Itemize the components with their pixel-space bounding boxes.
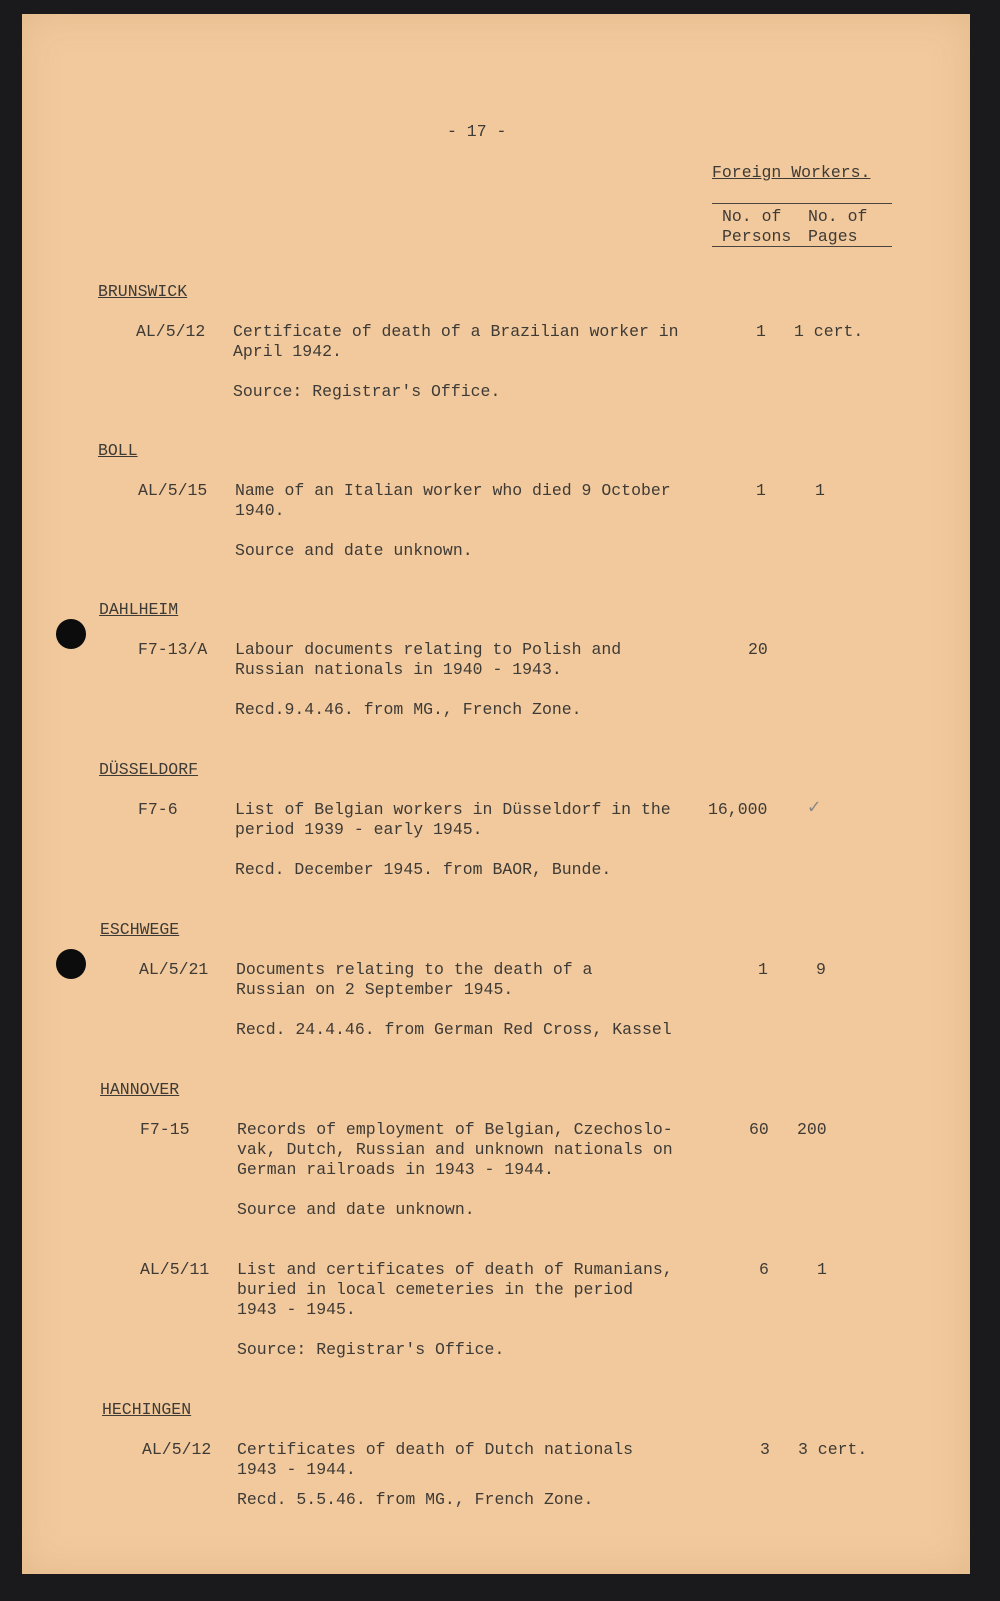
entry-pages: 3 cert. [798,1440,868,1459]
entry-description: Labour documents relating to Polish and [235,640,622,659]
entry-persons: 6 [759,1260,769,1279]
entry-description: Records of employment of Belgian, Czechoslo- [237,1120,673,1139]
header-rule [712,246,892,247]
entry-reference: F7-15 [140,1120,190,1139]
section-heading: BRUNSWICK [98,282,188,301]
entry-reference: F7-13/A [138,640,208,659]
entry-pages: 9 [816,960,826,979]
entry-description: Russian on 2 September 1945. [236,980,514,999]
entry-description: Certificate of death of a Brazilian worker in [233,322,679,341]
punch-hole [56,619,86,649]
entry-reference: AL/5/15 [138,481,208,500]
column-group-heading: Foreign Workers. [712,163,871,182]
entry-reference: F7-6 [138,800,178,819]
entry-persons: 60 [749,1120,769,1139]
entry-description: 1943 - 1945. [237,1300,356,1319]
section-heading: HANNOVER [100,1080,180,1099]
section-heading: DAHLHEIM [99,600,179,619]
entry-description: List of Belgian workers in Düsseldorf in the [235,800,671,819]
entry-pages: 1 cert. [794,322,864,341]
document-page [22,14,970,1574]
header-rule [712,203,892,204]
entry-pages: 1 [815,481,825,500]
section-heading: ESCHWEGE [100,920,180,939]
page-number: - 17 - [447,122,507,141]
entry-description: 1943 - 1944. [237,1460,356,1479]
entry-source: Recd. 5.5.46. from MG., French Zone. [237,1490,594,1509]
entry-source: Source: Registrar's Office. [233,382,501,401]
entry-description: Russian nationals in 1940 - 1943. [235,660,562,679]
entry-reference: AL/5/11 [140,1260,210,1279]
entry-description: German railroads in 1943 - 1944. [237,1160,554,1179]
entry-description: buried in local cemeteries in the period [237,1280,634,1299]
entry-source: Source: Registrar's Office. [237,1340,505,1359]
entry-description: vak, Dutch, Russian and unknown nationals on [237,1140,673,1159]
entry-persons: 16,000 [708,800,768,819]
entry-pages: 200 [797,1120,827,1139]
entry-description: April 1942. [233,342,342,361]
entry-description: 1940. [235,501,285,520]
entry-persons: 1 [756,481,766,500]
punch-hole [56,949,86,979]
column-pages-heading: No. of [808,207,868,226]
entry-description: Certificates of death of Dutch nationals [237,1440,634,1459]
entry-reference: AL/5/12 [136,322,206,341]
entry-persons: 3 [760,1440,770,1459]
checkmark-icon: ✓ [808,797,821,820]
entry-source: Recd. December 1945. from BAOR, Bunde. [235,860,612,879]
entry-description: Name of an Italian worker who died 9 October [235,481,671,500]
section-heading: BOLL [98,441,138,460]
entry-source: Recd. 24.4.46. from German Red Cross, Kassel [236,1020,672,1039]
column-pages-heading: Pages [808,227,858,246]
entry-source: Recd.9.4.46. from MG., French Zone. [235,700,582,719]
entry-reference: AL/5/12 [142,1440,212,1459]
section-heading: DÜSSELDORF [99,760,199,779]
entry-description: List and certificates of death of Rumanians, [237,1260,673,1279]
entry-persons: 1 [758,960,768,979]
entry-pages: 1 [817,1260,827,1279]
section-heading: HECHINGEN [102,1400,192,1419]
entry-persons: 1 [756,322,766,341]
entry-source: Source and date unknown. [237,1200,475,1219]
column-persons-heading: No. of [722,207,782,226]
column-persons-heading: Persons [722,227,792,246]
entry-reference: AL/5/21 [139,960,209,979]
entry-description: Documents relating to the death of a [236,960,593,979]
entry-source: Source and date unknown. [235,541,473,560]
entry-persons: 20 [748,640,768,659]
entry-description: period 1939 - early 1945. [235,820,483,839]
